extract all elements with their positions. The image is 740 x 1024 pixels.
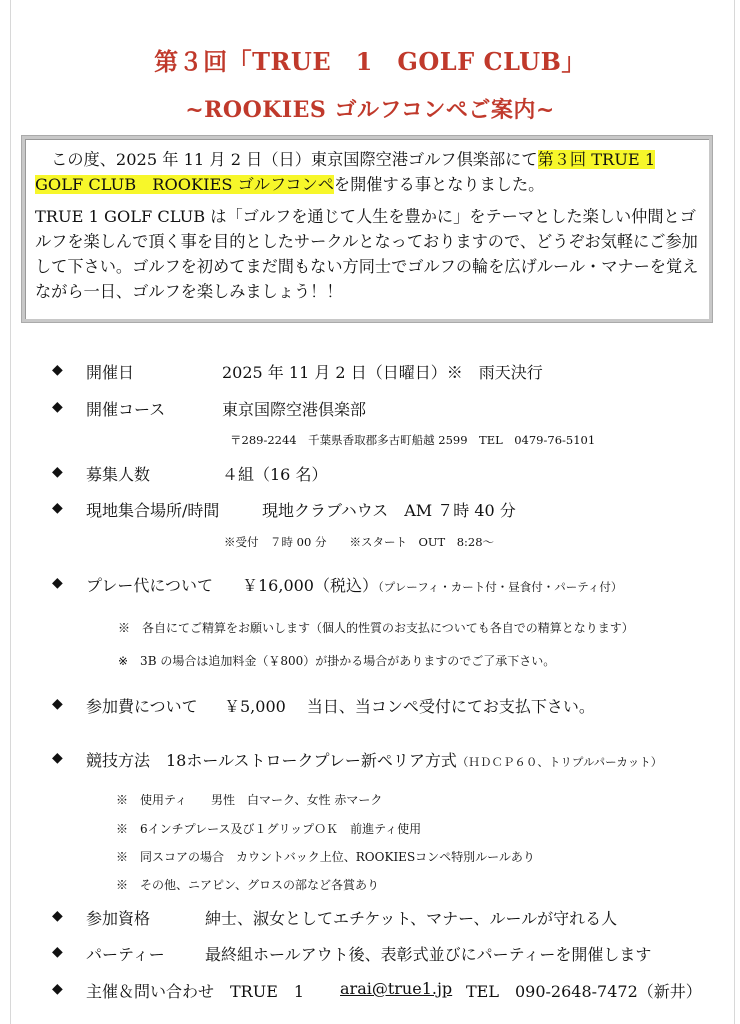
contact-phone: TEL 090-2648-7472（新井） xyxy=(466,982,702,1001)
meeting-label: 現地集合場所/時間 xyxy=(86,501,220,520)
bullet-icon: ◆ xyxy=(52,575,63,591)
document-subtitle: ~ROOKIES ゴルフコンペご案内~ xyxy=(185,97,555,123)
method-note-4: ※ その他、ニアピン、グロスの部など各賞あり xyxy=(116,878,380,892)
method-note-3: ※ 同スコアの場合 カウントバック上位、ROOKIESコンペ特別ルールあり xyxy=(116,850,535,864)
people-label: 募集人数 xyxy=(86,465,151,484)
bullet-icon: ◆ xyxy=(52,362,63,378)
method-note-1: ※ 使用ティ 男性 白マーク、女性 赤マーク xyxy=(116,793,383,807)
bullet-icon: ◆ xyxy=(52,944,63,960)
page-edge-left xyxy=(10,0,11,1024)
bullet-icon: ◆ xyxy=(52,464,63,480)
contact-label: 主催＆問い合わせ TRUE 1 xyxy=(86,982,305,1001)
bullet-icon: ◆ xyxy=(52,981,63,997)
course-value: 東京国際空港倶楽部 xyxy=(222,400,367,419)
date-value: 2025 年 11 月 2 日（日曜日）※ 雨天決行 xyxy=(222,363,543,382)
intro-paragraph-1 xyxy=(35,147,699,197)
course-label: 開催コース xyxy=(86,400,166,419)
method-text: 競技方法 18ホールストロークプレー新ペリア方式 xyxy=(86,751,457,770)
date-label: 開催日 xyxy=(86,363,135,382)
fee-note-2: ※ 3B の場合は追加料金（￥800）が掛かる場合がありますのでご了承下さい。 xyxy=(118,654,556,668)
intro-text-before: この度、2025 年 11 月 2 日（日）東京国際空港ゴルフ倶楽部にて xyxy=(35,150,538,169)
fee-note-1: ※ 各自にてご精算をお願いします（個人的性質のお支払についても各自での精算となります） xyxy=(118,621,634,635)
bullet-icon: ◆ xyxy=(52,750,63,766)
course-address: 〒289-2244 千葉県香取郡多古町船越 2599 TEL 0479-76-5101 xyxy=(230,433,596,447)
bullet-icon: ◆ xyxy=(52,500,63,516)
entry-fee-value: ￥5,000 当日、当コンペ受付にてお支払下さい。 xyxy=(224,697,595,716)
fee-amount: ￥16,000（税込） xyxy=(242,576,378,595)
intro-box xyxy=(22,136,712,322)
qualification-value: 紳士、淑女としてエチケット、マナー、ルールが守れる人 xyxy=(205,909,618,928)
page-edge-right xyxy=(734,0,735,1024)
party-label: パーティー xyxy=(86,945,165,964)
entry-fee-label: 参加費について xyxy=(86,697,198,716)
fee-includes: （プレーフィ・カート付・昼食付・パーティ付） xyxy=(378,580,623,594)
method-note-2: ※ 6インチプレース及び１グリップＯＫ 前進ティ使用 xyxy=(116,822,422,836)
fee-label: プレー代について xyxy=(86,576,214,595)
meeting-note: ※受付 ７時 00 分 ※スタート OUT 8:28～ xyxy=(224,535,495,549)
highlighted-event-name: 第３回 TRUE 1 GOLF CLUB ROOKIES ゴルフコンペ xyxy=(35,150,656,194)
method-label xyxy=(86,748,662,771)
bullet-icon: ◆ xyxy=(52,696,63,712)
document-title: 第３回「TRUE 1 GOLF CLUB」 xyxy=(154,47,586,76)
intro-text-after: を開催する事となりました。 xyxy=(333,175,545,194)
fee-value xyxy=(242,573,622,596)
party-value: 最終組ホールアウト後、表彰式並びにパーティーを開催します xyxy=(205,945,652,964)
people-value: ４組（16 名） xyxy=(222,465,328,484)
method-handicap: （ＨＤＣＰ６０、トリプルパーカット） xyxy=(456,755,663,769)
contact-email-link[interactable]: arai@true1.jp xyxy=(340,979,453,998)
bullet-icon: ◆ xyxy=(52,908,63,924)
qualification-label: 参加資格 xyxy=(86,909,151,928)
bullet-icon: ◆ xyxy=(52,399,63,415)
intro-paragraph-2: TRUE 1 GOLF CLUB は「ゴルフを通じて人生を豊かに」をテーマとした楽しい仲間とゴルフを楽しんで頂く事を目的としたサークルとなっておりますので、どうぞお気軽にご参加して下さい。ゴルフを初めてまだ間もない方同士でゴルフの輪を広げルール・マナーを覚えながら一日、ゴルフを楽しみましょう！！ xyxy=(35,207,699,301)
meeting-value: 現地クラブハウス AM ７時 40 分 xyxy=(262,501,516,520)
